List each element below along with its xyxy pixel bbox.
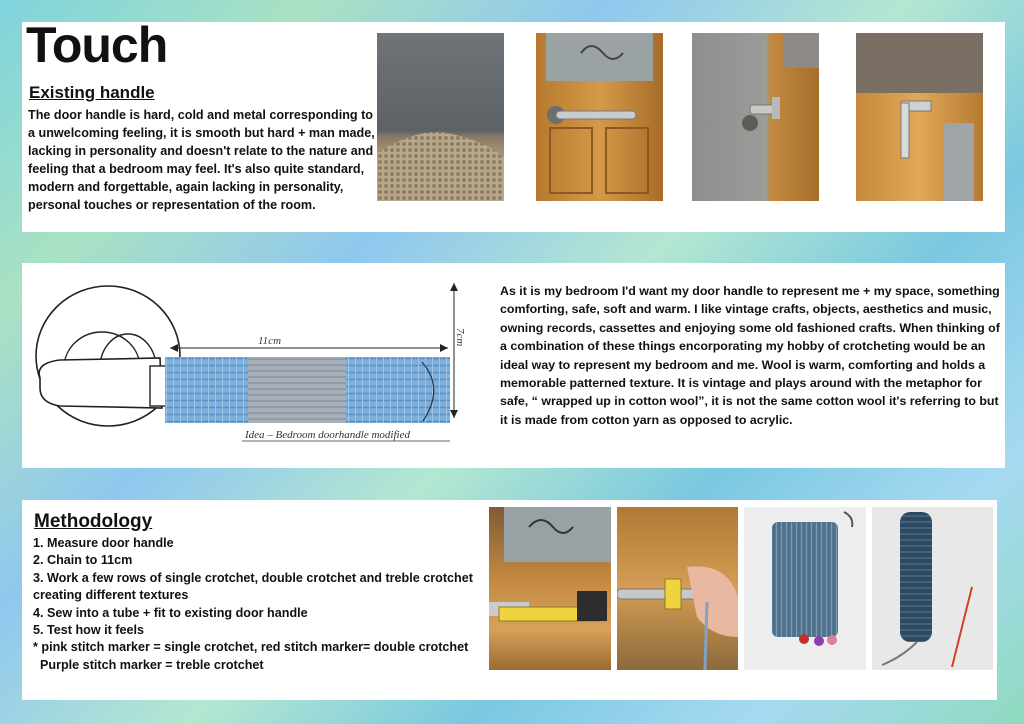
cover-grey-middle [248,357,348,423]
methodology-heading: Methodology [34,511,153,532]
idea-text: As it is my bedroom I'd want my door handle to represent me + my space, something comforting, safe, soft and warm. I like vintage crafts, objects, aesthetics and music, owning records, cassettes and enjoying some old fashioned crafts. When thinking of a combination of these things encorporating my hobby of crotcheting would be an ideal way to represent my bedroom and me. Wool is warm, comforting and holds a memorable patterned texture. It is vintage and plays around with the metaphor for safe, “ wrapped up in cotton wool”, it is not the same cotton wool it's referring to but it is made from cotton yarn as opposed to acrylic. [500,284,1000,427]
cover-blue-left [165,357,250,423]
photo-door-handle-angle [856,33,983,201]
photo-measure-handle [489,507,611,670]
existing-handle-text: The door handle is hard, cold and metal corresponding to a unwelcoming feeling, it is smooth but hard + man made, lacking in personality and doesn't relate to the nature and feeling that a bedroom may feel. It's also quite standard, modern and forgettable, again lacking in personality, personal touches or representation of the room. [28,108,375,212]
height-label: 7cm [454,328,466,347]
stitch-marker-note: * pink stitch marker = single crotchet, red stitch marker= double crotchet [33,640,469,655]
step-3: 3. Work a few rows of single crotchet, double crotchet and treble crotchet [33,570,473,585]
photo-crochet-closeup [377,33,504,201]
photo-door-handle-side [692,33,819,201]
step-1: 1. Measure door handle [33,536,174,550]
page-title: Touch [26,17,168,73]
photo-door-handle-front [536,33,663,201]
step-2: 2. Chain to 11cm [33,553,133,568]
stitch-marker-note-2: Purple stitch marker = treble crotchet [33,657,264,672]
photo-crochet-tube [872,507,993,670]
methodology-steps [33,535,483,674]
step-4: 4. Sew into a tube + fit to existing door handle [33,605,308,620]
width-label: 11cm [258,335,282,347]
sketch-caption: Idea – Bedroom doorhandle modified [245,429,410,441]
existing-handle-heading: Existing handle [29,83,155,102]
photo-crochet-swatch [744,507,866,670]
photo-tape-measure [617,507,738,670]
step-5: 5. Test how it feels [33,623,145,638]
step-3-continued: creating different textures [33,588,189,603]
handle-sketch [30,278,470,448]
cover-blue-right [346,357,450,423]
